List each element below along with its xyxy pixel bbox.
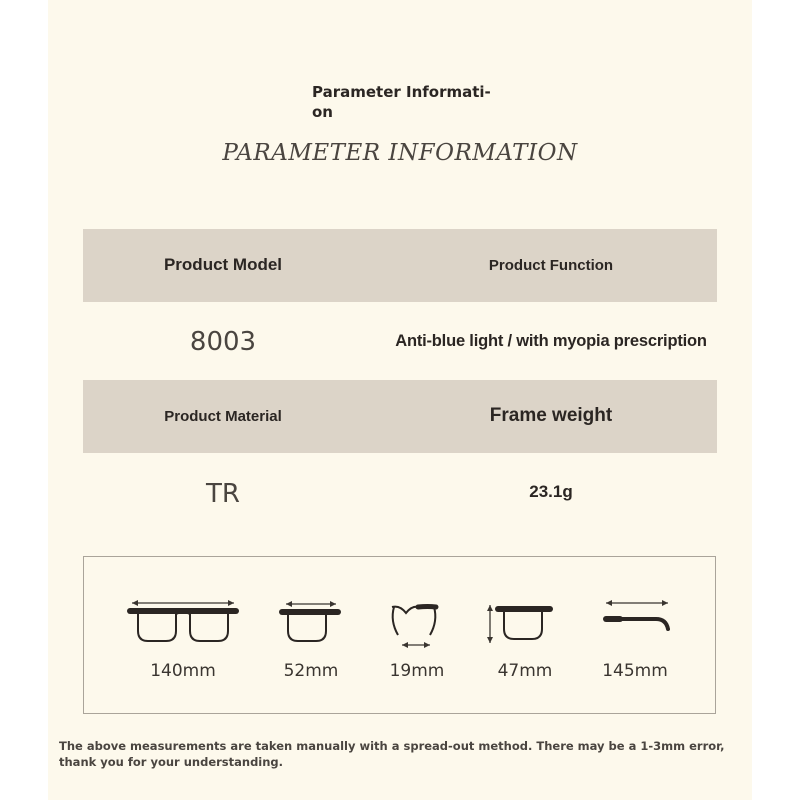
product-function-label: Product Function — [488, 257, 614, 274]
product-function-value: Anti-blue light / with myopia prescription — [395, 332, 707, 350]
measurement-frame-width — [120, 557, 246, 713]
lens-width-label: 52mm — [283, 661, 339, 681]
section-title: PARAMETER INFORMATION — [222, 140, 578, 166]
product-model-value: 8003 — [189, 327, 257, 357]
measurement-lens-height — [462, 557, 588, 713]
product-model-label: Product Model — [163, 255, 283, 274]
frame-weight-label: Frame weight — [489, 405, 613, 426]
measurement-temple-length — [572, 557, 698, 713]
frame-width-label: 140mm — [150, 661, 216, 681]
frame-width-icon — [120, 595, 246, 651]
temple-length-label: 145mm — [602, 661, 668, 681]
product-material-value: TR — [206, 479, 240, 509]
product-material-label: Product Material — [164, 408, 282, 425]
measurements-panel — [83, 556, 716, 714]
measurement-note: The above measurements are taken manually with a spread-out method. There may be a 1-3mm error, thank you for your understanding. — [59, 739, 725, 769]
frame-weight-value: 23.1g — [529, 482, 573, 501]
temple-length-icon — [572, 595, 698, 651]
section-heading: Parameter Informati-on — [312, 83, 491, 121]
lens-height-label: 47mm — [497, 661, 553, 681]
bridge-width-label: 19mm — [389, 661, 445, 681]
lens-height-icon — [462, 595, 588, 651]
